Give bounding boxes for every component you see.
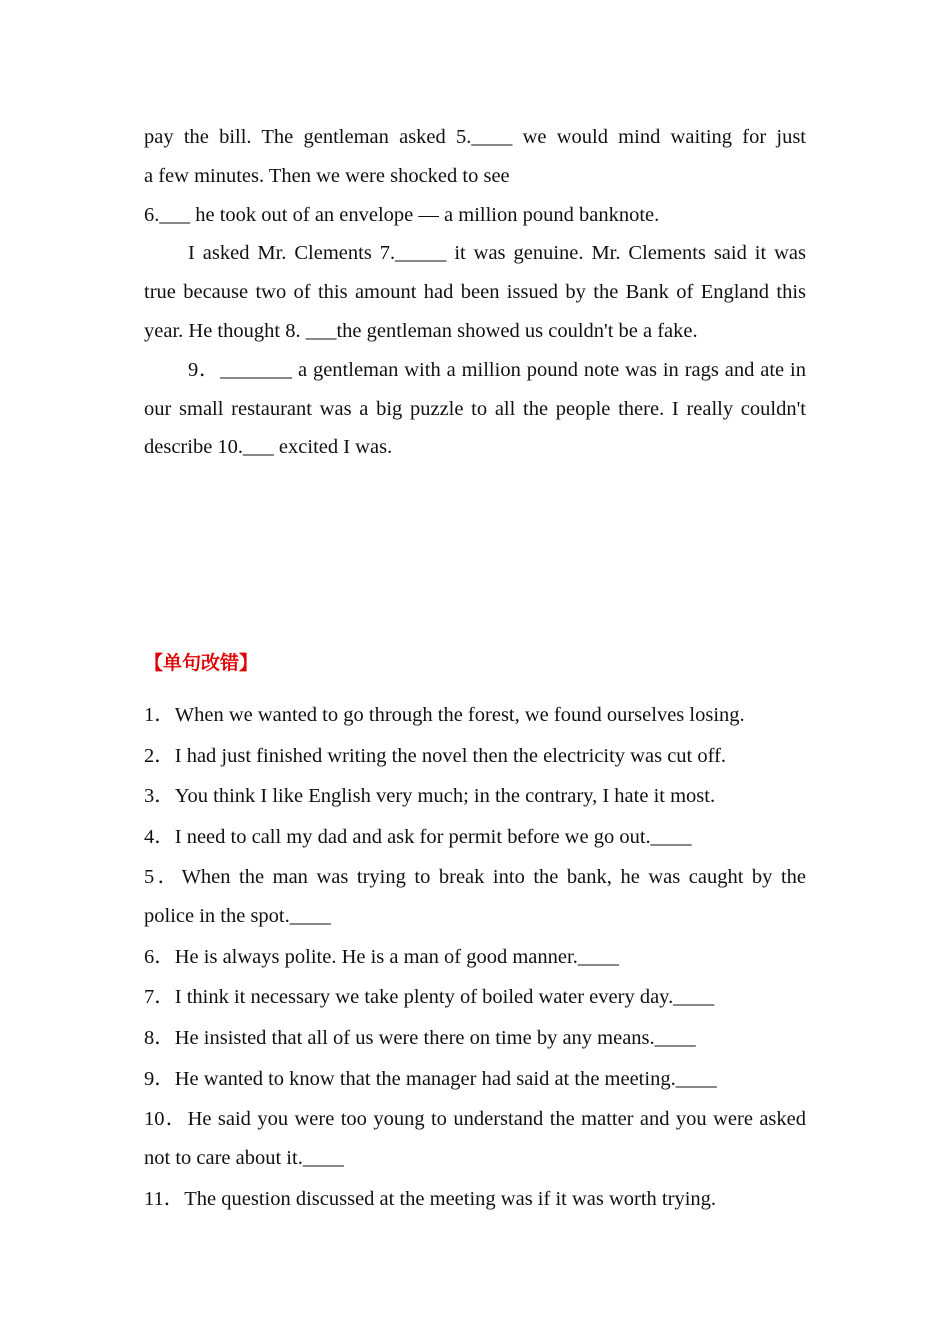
list-item <box>144 737 806 776</box>
item-number: 11． <box>144 1187 185 1210</box>
passage-line: 6.___ he took out of an envelope — a million pound banknote. <box>144 203 660 226</box>
item-text: I need to call my dad and ask for permit before we go out.____ <box>174 825 692 848</box>
list-item <box>144 1100 806 1178</box>
list-item <box>144 858 806 936</box>
passage-paragraph-1 <box>144 118 806 234</box>
item-text: He is always polite. He is a man of good manner.____ <box>174 945 619 968</box>
passage-line: a few minutes. Then we were shocked to see <box>144 164 510 187</box>
list-item <box>144 818 806 857</box>
item-text: The question discussed at the meeting was if it was worth trying. <box>184 1187 717 1210</box>
passage <box>144 118 806 467</box>
item-text: I had just finished writing the novel then the electricity was cut off. <box>174 744 727 767</box>
list-item <box>144 938 806 977</box>
item-text: When we wanted to go through the forest, we found ourselves losing. <box>174 704 745 726</box>
item-text: When the man was trying to break into the bank, he was caught by the police in the spot.____ <box>144 866 807 928</box>
item-number: 1． <box>144 704 175 726</box>
list-item <box>144 696 806 735</box>
item-text: He said you were too young to understand the matter and you were asked not to care about it.____ <box>144 1108 807 1169</box>
item-number: 7． <box>144 986 175 1009</box>
exercise-list <box>144 696 806 1220</box>
list-item <box>144 777 806 816</box>
item-number: 3． <box>144 785 175 808</box>
item-number: 6． <box>144 945 175 968</box>
item-number: 2． <box>144 744 175 767</box>
passage-paragraph-2: I asked Mr. Clements 7._____ it was genuine. Mr. Clements said it was true because two of this amount had been issued by the Bank of England this year. He thought 8. ___the gentleman showed us couldn't be a fake. <box>144 242 806 342</box>
section-heading: 【单句改错】 <box>144 652 259 674</box>
item-number: 9． <box>144 1067 175 1090</box>
list-item <box>144 1019 806 1058</box>
item-text: I think it necessary we take plenty of boiled water every day.____ <box>174 986 715 1009</box>
item-text: He insisted that all of us were there on time by any means.____ <box>174 1026 696 1049</box>
passage-paragraph-3: 9．_______ a gentleman with a million pound note was in rags and ate in our small restaurant was a big puzzle to all the people there. I really couldn't describe 10.___ excited I was. <box>144 358 806 459</box>
item-number: 4． <box>144 825 175 848</box>
list-item <box>144 978 806 1017</box>
item-text: You think I like English very much; in the contrary, I hate it most. <box>174 785 716 808</box>
list-item <box>144 1060 806 1099</box>
passage-line: pay the bill. The gentleman asked 5.____ we would mind waiting for just <box>144 126 806 148</box>
item-number: 10． <box>144 1108 188 1131</box>
list-item <box>144 1180 806 1219</box>
item-number: 5． <box>144 866 182 889</box>
item-text: He wanted to know that the manager had said at the meeting.____ <box>174 1067 717 1090</box>
item-number: 8． <box>144 1026 175 1049</box>
